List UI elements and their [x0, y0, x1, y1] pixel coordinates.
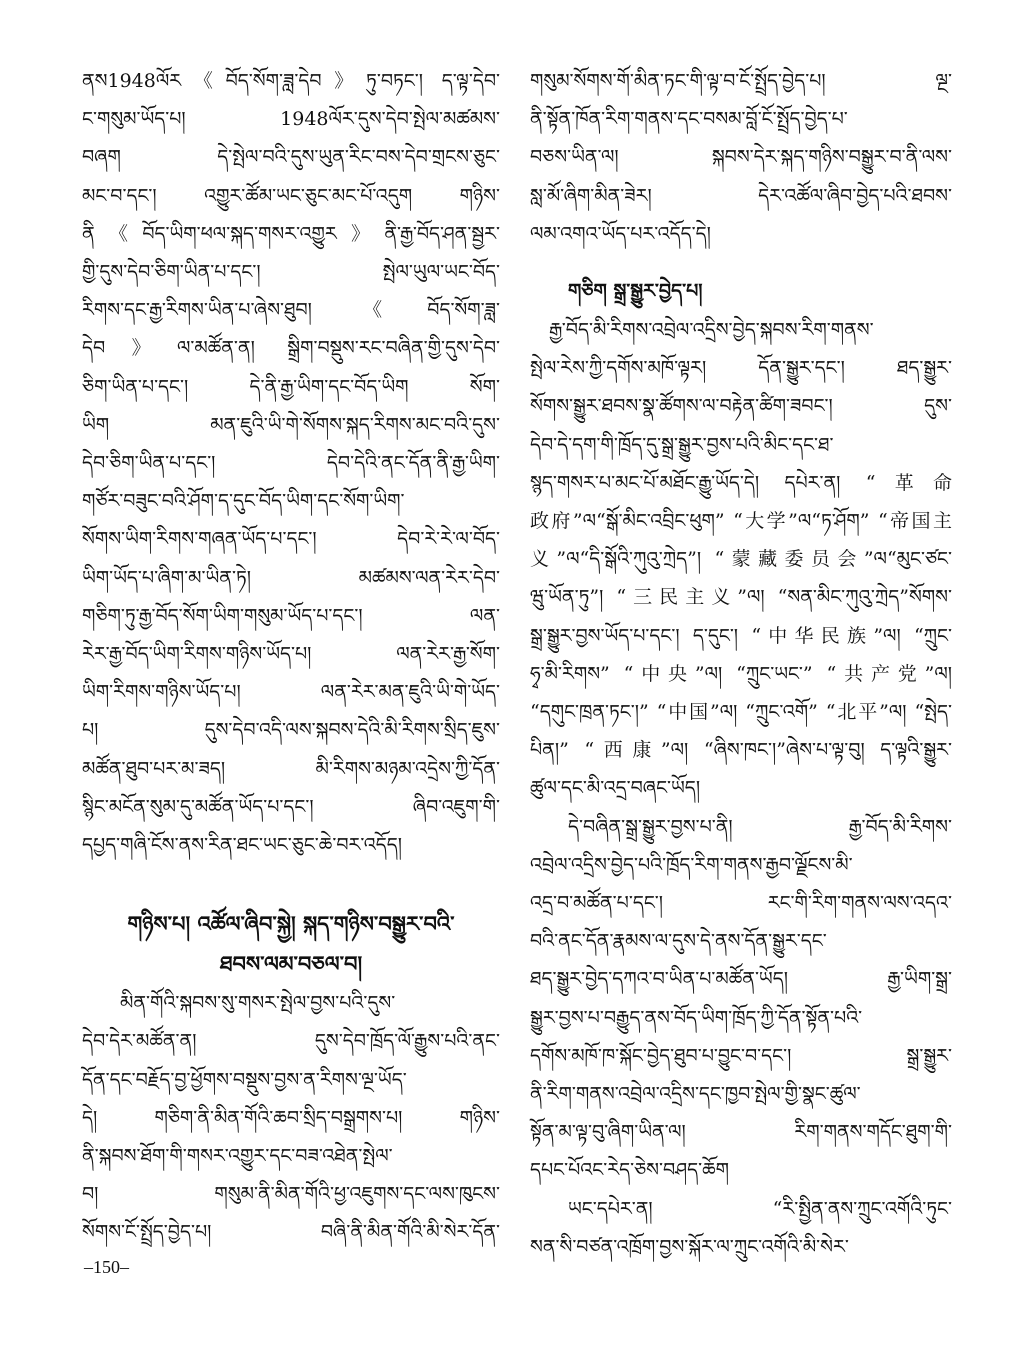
text-line: བཅས་ཡིན་ལ། སྐབས་དེར་སྐད་གཉིས་བསྒྱུར་བ་ནི་ལས་ [530, 146, 952, 169]
text-line: ཡིག་ཡོད་པ་ཞིག་མ་ཡིན་ཏེ། མཚམས་ལན་རེར་དེབ་ [82, 566, 500, 589]
text-line: སོགས་ངོ་སྤྲོད་བྱེད་པ། བཞི་ནི་མིན་གོའི་མི་སེར་དོན་ [82, 1221, 500, 1244]
right-paragraph-3 [530, 808, 952, 1190]
text-line: དེ་བཞིན་སྒྲ་སྒྱུར་བྱས་པ་ནི། རྒྱ་བོད་མི་རིགས་ [568, 815, 952, 838]
text-line: པ། དུས་དེབ་འདི་ལས་སྐབས་དེའི་མི་རིགས་སྲིད་ཇུས་ [82, 719, 500, 742]
section-heading [82, 904, 500, 984]
text-line: ཚུལ་དང་མི་འདྲ་བཞང་ཡོད། [530, 777, 701, 800]
text-line: ང་གསུམ་ཡོད་པ། 1948ལོར་དུས་དེབ་སྤེལ་མཚམས་ [82, 108, 500, 131]
text-line: རྒྱ་བོད་མི་རིགས་འབྲེལ་འདྲིས་བྱེད་སྐབས་རིག་གནས་ [549, 319, 874, 342]
text-line: སོགས་ཡིག་རིགས་གཞན་ཡོད་པ་དང་། དེབ་རེ་རེ་ལ་བོད་ [82, 528, 500, 551]
text-line: དཔྱད་གཞི་ངོས་ནས་རིན་ཐང་ཡང་ཅུང་ཆེ་བར་འདོད། [82, 834, 402, 857]
text-line: རིགས་དང་རྒྱ་རིགས་ཡིན་པ་ཞེས་ཐུབ། 《བོད་སོག་ཟླ་ [82, 299, 500, 322]
left-paragraph-1 [82, 62, 500, 864]
text-line: པིན།” “西康”ལ། “ཞིས་ཁང་།”ཞེས་པ་ལྟ་བུ། ད་ལྟའི་སྒྱུར་ [530, 739, 952, 762]
text-line: ནས1948ལོར《བོད་སོག་ཟླ་དེབ》ཏུ་བཏང་། ད་ལྟ་དེབ་ [82, 70, 500, 92]
text-line: གསུམ་སོགས་གོ་མིན་ཏང་གི་ལྟ་བ་ངོ་སྤྲོད་བྱེད་པ། ལྔ་ [530, 70, 952, 92]
text-line: ཝུ་ཡོན་ཏུ”། “三民主义”ལ། “སན་མིང་ཀུའུ་ཀྲེད”སོགས་ [530, 586, 952, 609]
page-number: –150– [84, 1257, 129, 1277]
text-line: རེར་རྒྱ་བོད་ཡིག་རིགས་གཉིས་ཡོད་པ། ལན་རེར་རྒྱ་སོག་ [82, 643, 500, 666]
text-line: ནི་སྟོན་ཁོན་རིག་གནས་དང་བསམ་བློ་ངོ་སྤྲོད་བྱེད་པ་ [530, 108, 848, 131]
text-line: ཡིག་རིགས་གཉིས་ཡོད་པ། ལན་རེར་མན་ཇུའི་ཡི་གེ་ཡོད་ [82, 681, 500, 704]
text-line: ནི་སྐབས་ཐོག་གི་གསར་འགྱུར་དང་བཟ་འཐེན་སྤེལ་ [82, 1145, 393, 1168]
text-line: 义”ལ“དི་སྒོའི་ཀུའུ་ཀྲེད”། “蒙藏委员会”ལ“མུང་ཙང་ [530, 548, 952, 571]
text-line: སྙད་གསར་པ་མང་པོ་མཐོང་རྒྱུ་ཡོད་དེ། དཔེར་ན། “革命 [530, 471, 952, 494]
text-line: ནི《བོད་ཡིག་ཕལ་སྐད་གསར་འགྱུར》ནི་རྒྱ་བོད་ཤན་སྦྱར་ [82, 222, 500, 245]
text-line: བཞག དེ་སྤེལ་བའི་དུས་ཡུན་རིང་བས་དེབ་གྲངས་ཅུང་ [82, 146, 500, 169]
text-line: གཙོར་བཟུང་བའི་ཤོག་ད་དུང་བོད་ཡིག་དང་སོག་ཡིག་ [82, 490, 405, 513]
right-paragraph-2 [530, 311, 952, 808]
right-paragraph-1 [530, 62, 952, 253]
text-line: ཐད་སྒྱུར་བྱེད་དཀའ་བ་ཡིན་པ་མཚོན་ཡོད། རྒྱ་ཡིག་སྒྲ་ [530, 968, 952, 991]
text-line: སན་སི་བཙན་འཁྲོག་བྱས་སྐོར་ལ་ཀྲུང་འགོའི་མི་སེར་ [530, 1235, 849, 1258]
text-line: བ། གསུམ་ནི་མིན་གོའི་ཕྱ་འཇུགས་དང་ལས་ཁུངས་ [82, 1183, 500, 1206]
text-line: དེ། གཅིག་ནི་མིན་གོའི་ཆབ་སྲིད་བསྒྲགས་པ། གཉིས་ [82, 1106, 500, 1129]
section-heading-line-1: གཉིས་པ། འཚོལ་ཞིབ་སྐྱེ། སྐད་གཉིས་བསྒྱུར་བའི་ [127, 911, 455, 937]
text-line: ཡང་དཔེར་ན། “རི་སྤྱིན་ནས་ཀྲུང་འགོའི་ཏུང་ [568, 1197, 952, 1220]
text-line: དོན་དང་བརྗོད་བྱ་ཕྱོགས་བསྡུས་བྱས་ན་རིགས་ལྔ་ཡོད་ [82, 1068, 407, 1091]
text-line: མིན་གོའི་སྐབས་སུ་གསར་སྤེལ་བྱས་པའི་དུས་ [120, 992, 396, 1015]
text-line: ཅིག་ཡིན་པ་དང་། དེ་ནི་རྒྱ་ཡིག་དང་བོད་ཡིག སོག་ [82, 375, 500, 398]
text-line: ཧྭ་མི་རིགས” “中央”ལ། “ཀྲུང་ཡང་” “共产党”ལ། [530, 662, 952, 685]
left-column [82, 62, 500, 1252]
text-line: 政府”ལ“སྒོ་མིང་འབྲིང་ཕུག” “大学”ལ“ཏ་ཤོག” “帝国主 [530, 510, 952, 533]
text-line: གཅིག་ཏུ་རྒྱ་བོད་སོག་ཡིག་གསུམ་ཡོད་པ་དང་། ལན་ [82, 604, 500, 627]
text-line: སྙིང་མངོན་སུམ་དུ་མཚོན་ཡོད་པ་དང་། ཞིབ་འཇུག་གི་ [82, 795, 500, 818]
text-line: དེབ་དེར་མཚོན་ན། དུས་དེབ་ཁྲོད་ལོ་རྒྱུས་པའི་ནང་ [82, 1030, 500, 1053]
right-column [530, 62, 952, 1266]
text-line: འབྲེལ་འདྲིས་བྱེད་པའི་ཁྲོད་རིག་གནས་རྒྱབ་ལྗོངས་མི་ [530, 853, 853, 876]
text-line: ནི་རིག་གནས་འབྲེལ་འདྲིས་དང་ཁྱབ་སྤེལ་གྱི་སྣང་ཚུལ་ [530, 1083, 861, 1106]
text-line: འདྲ་བ་མཚོན་པ་དང་། རང་གི་རིག་གནས་ལས་འདའ་ [530, 892, 952, 915]
text-line: སྤེལ་རེས་ཀྱི་དགོས་མཁོ་ལྟར། དོན་སྒྱུར་དང་། ཐད་སྒྱུར་ [530, 357, 952, 380]
text-line: མཚོན་ཐུབ་པར་མ་ཟད། མི་རིགས་མཉམ་འདྲེས་ཀྱི་དོན་ [82, 757, 500, 780]
right-paragraph-4 [530, 1190, 952, 1266]
text-line: བའི་ནང་དོན་རྣམས་ལ་དུས་དེ་ནས་དོན་སྒྱུར་དང་ [530, 930, 827, 953]
text-line: ལམ་འགའ་ཡོད་པར་འདོད་དེ། [530, 222, 711, 245]
text-line: མང་བ་དང་། འགྱུར་ཚོམ་ཡང་ཅུང་མང་པོ་འདུག གཉིས་ [82, 184, 500, 207]
text-line: སླ་མོ་ཞིག་མིན་ཟེར། དེར་འཚོལ་ཞིབ་བྱེད་པའི་ཐབས་ [530, 184, 952, 207]
text-line: དེབ》ལ་མཚོན་ན། སྒྲིག་བསྡུས་རང་བཞིན་གྱི་དུས་དེབ་ [82, 337, 500, 360]
text-line: སྟོན་མ་ལྟ་བུ་ཞིག་ཡིན་ལ། རིག་གནས་གདོང་ཐུག་གི་ [530, 1121, 952, 1144]
text-line: དེབ་ཅིག་ཡིན་པ་དང་། དེབ་དེའི་ནང་དོན་ནི་རྒྱ་ཡིག་ [82, 452, 500, 475]
section-heading-line-2: ཐབས་ལམ་བཅལ་བ། [219, 951, 363, 977]
text-line: སྒྱུར་བྱས་པ་བརྒྱུད་ནས་བོད་ཡིག་ཁྲོད་ཀྱི་དོན་སྟོན་པའི་ [530, 1006, 863, 1029]
text-line: “དགུང་ཁྲན་ཏང་།” “中国”ལ། “ཀྲུང་འགོ” “北平”ལ། “སྤེད་ [530, 701, 952, 724]
text-line: དགོས་མཁོ་ཁ་སྐོང་བྱེད་ཐུབ་པ་བྱུང་བ་དང་། སྒྲ་སྒྱུར་ [530, 1044, 952, 1067]
subheading: གཅིག སྒྲ་སྒྱུར་བྱེད་པ། [568, 280, 703, 303]
spacer [82, 864, 500, 904]
text-line: སོགས་སྒྱུར་ཐབས་སྣ་ཚོགས་ལ་བརྟེན་ཚིག་ཟབང་། དུས་ [530, 395, 952, 418]
text-line: སྒྲ་སྒྱུར་བྱས་ཡོད་པ་དང་། ད་དུང་། “中华民族”ལ། “ཀྲུང་ [530, 624, 952, 647]
text-line: གྱི་དུས་དེབ་ཅིག་ཡིན་པ་དང་། སྤེལ་ཡུལ་ཡང་བོད་ [82, 261, 500, 284]
spacer [530, 253, 952, 271]
left-paragraph-2 [82, 984, 500, 1251]
text-line: དེབ་དེ་དག་གི་ཁྲོད་དུ་སྒྲ་སྒྱུར་བྱས་པའི་མིང་དང་ཐ་ [530, 433, 834, 456]
text-line: ཡིག མན་ཇུའི་ཡི་གེ་སོགས་སྐད་རིགས་མང་བའི་དུས་ [82, 413, 500, 436]
text-line: དཔང་པོའང་རེད་ཅེས་བཤད་ཆོག [530, 1159, 730, 1182]
